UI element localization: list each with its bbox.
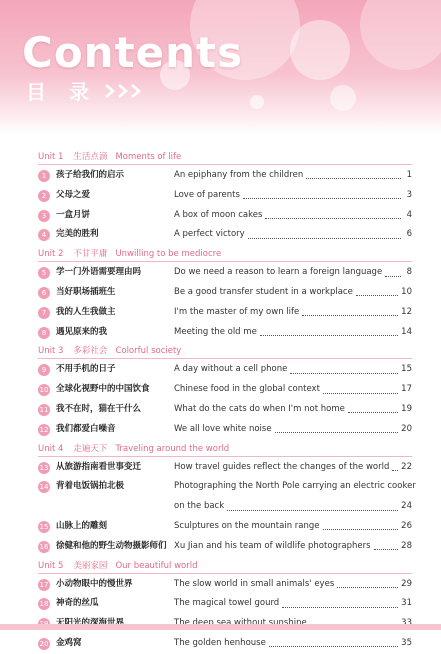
- unit-title-cn: 走遍天下: [73, 443, 108, 454]
- entry-title-en: Love of parents: [174, 189, 240, 200]
- entry-number-badge: 10: [39, 386, 49, 395]
- entry-number-badge: 17: [39, 580, 49, 589]
- decor-circle: [330, 85, 356, 111]
- page-title: Contents: [22, 28, 244, 77]
- leader-dots: [248, 238, 401, 239]
- unit-label: Unit 1: [38, 152, 64, 162]
- unit-title-cn: 生活点滴: [73, 152, 108, 162]
- entry-number-badge: 3: [38, 210, 50, 222]
- unit-title-en: Our beautiful world: [115, 560, 198, 571]
- entry-number-badge: 8: [38, 327, 50, 339]
- entry-title-en: A perfect victory: [174, 229, 245, 240]
- leader-dots: [269, 646, 398, 647]
- entry-page-number: 17: [401, 384, 412, 395]
- entry-title-cn: 父母之爱: [56, 189, 91, 200]
- entry-title-cn: 我的人生我做主: [56, 306, 116, 317]
- unit-label: Unit 4: [38, 443, 64, 454]
- leader-dots: [392, 470, 398, 471]
- toc-entry[interactable]: [38, 594, 412, 614]
- unit-header: [38, 245, 412, 263]
- leader-dots: [323, 393, 398, 394]
- toc-entry[interactable]: [38, 380, 412, 400]
- entry-title-en: The magical towel gourd: [174, 598, 280, 609]
- entry-page-number: 28: [401, 540, 412, 551]
- unit-title-cn: 多彩社会: [73, 346, 108, 357]
- toc-entry[interactable]: [38, 517, 412, 537]
- entry-number-badge: 12: [39, 425, 49, 434]
- entry-title-en: I'm the master of my own life: [174, 306, 300, 317]
- entry-page-number: 35: [401, 637, 412, 648]
- entry-page-number: 19: [401, 403, 412, 414]
- entry-title-en: The slow world in small animals' eyes: [174, 578, 335, 589]
- toc-entry[interactable]: [38, 420, 412, 440]
- toc-entry[interactable]: [38, 458, 412, 478]
- decor-circle: [290, 20, 350, 80]
- entry-title-en-cont: on the back: [174, 501, 225, 512]
- leader-dots: [282, 607, 398, 608]
- leader-dots: [337, 587, 398, 588]
- toc-entry[interactable]: [38, 360, 412, 380]
- entry-number-badge: 14: [39, 483, 49, 492]
- entry-title-cn: 从旅游指南看世事变迁: [56, 461, 142, 472]
- entry-title-en: Do we need a reason to learn a foreign language: [174, 267, 383, 278]
- leader-dots: [243, 198, 401, 199]
- leader-dots: [260, 335, 398, 336]
- footer-band: [0, 624, 441, 630]
- leader-dots: [374, 549, 399, 550]
- entry-page-number: 12: [401, 306, 412, 317]
- unit-title-en: Unwilling to be mediocre: [115, 249, 222, 260]
- entry-page-number: 15: [401, 364, 412, 375]
- leader-dots: [306, 178, 401, 179]
- entry-page-number: 4: [406, 209, 412, 220]
- decor-circle: [360, 0, 441, 70]
- entry-number-badge: 4: [38, 229, 50, 241]
- entry-title-en: Chinese food in the global context: [174, 384, 320, 395]
- entry-number-badge: 6: [38, 287, 50, 299]
- entry-title-cn: 全球化视野中的中国饮食: [56, 384, 150, 395]
- entry-page-number: 31: [401, 598, 412, 609]
- entry-title-cn: 小动物眼中的慢世界: [56, 578, 133, 589]
- entry-title-en: Meeting the old me: [174, 326, 257, 337]
- entry-title-cn: 我们都爱白噪音: [56, 423, 116, 434]
- unit-title-en: Moments of life: [115, 152, 182, 162]
- unit-label: Unit 5: [38, 560, 64, 571]
- entry-page-number: 3: [406, 189, 412, 200]
- entry-number-badge: 1: [38, 170, 50, 182]
- entry-title-cn: 不用手机的日子: [56, 364, 116, 375]
- toc-entry[interactable]: [38, 575, 412, 595]
- entry-number-badge: 16: [39, 542, 49, 551]
- entry-number-badge: 7: [38, 307, 50, 319]
- decor-circle: [250, 95, 264, 109]
- table-of-contents: [38, 148, 416, 654]
- toc-entry[interactable]: [38, 225, 412, 245]
- toc-entry[interactable]: [38, 263, 412, 283]
- toc-entry[interactable]: [38, 166, 412, 186]
- entry-title-cn: 学一门外语需要理由吗: [56, 267, 142, 278]
- toc-entry[interactable]: [38, 634, 412, 654]
- unit-title-cn: 美丽家园: [73, 560, 108, 571]
- entry-title-cn: 金鸡窝: [56, 637, 82, 648]
- entry-title-en: The golden henhouse: [174, 637, 266, 648]
- entry-title-cn: 神奇的丝瓜: [56, 598, 99, 609]
- entry-number-badge: 15: [39, 522, 49, 531]
- entry-number-badge: 9: [38, 364, 50, 376]
- entry-number-badge: 5: [38, 267, 50, 279]
- entry-page-number: 1: [406, 170, 412, 180]
- entry-number-badge: 2: [38, 190, 50, 202]
- leader-dots: [356, 295, 398, 296]
- entry-title-cn: 遇见原来的我: [56, 326, 108, 337]
- entry-title-cn: 孩子给我们的启示: [56, 170, 125, 180]
- toc-entry[interactable]: [38, 323, 412, 343]
- entry-page-number: 8: [406, 267, 412, 278]
- entry-number-badge: 13: [39, 463, 49, 472]
- entry-title-en: An epiphany from the children: [174, 170, 304, 180]
- entry-title-en: Xu Jian and his team of wildlife photographers: [174, 540, 371, 551]
- unit-label: Unit 2: [38, 249, 64, 260]
- entry-title-en: We all love white noise: [174, 423, 272, 434]
- unit-label: Unit 3: [38, 346, 64, 357]
- entry-page-number: 20: [401, 423, 412, 434]
- entry-page-number: 10: [401, 286, 412, 297]
- entry-title-cn: 背着电饭锅拍北极: [56, 481, 125, 492]
- entry-page-number: 29: [401, 578, 412, 589]
- leader-dots: [290, 373, 398, 374]
- leader-dots: [275, 432, 399, 433]
- toc-entry[interactable]: [38, 477, 416, 517]
- entry-number-badge: 20: [39, 639, 49, 648]
- entry-title-en: Photographing the North Pole carrying an electric cooker: [174, 481, 416, 492]
- unit-header: [38, 557, 412, 575]
- unit-title-en: Colorful society: [115, 346, 182, 357]
- unit-title-en: Traveling around the world: [115, 443, 230, 454]
- leader-dots: [385, 276, 401, 277]
- unit-header: [38, 342, 412, 360]
- toc-entry[interactable]: [38, 303, 412, 323]
- toc-entry[interactable]: [38, 283, 412, 303]
- entry-page-number: 24: [401, 501, 412, 512]
- entry-title-en: A day without a cell phone: [174, 364, 288, 375]
- leader-dots: [348, 412, 398, 413]
- header-banner: [0, 0, 441, 135]
- leader-dots: [302, 315, 398, 316]
- entry-title-cn: 徐健和他的野生动物摄影师们: [56, 540, 167, 551]
- leader-dots: [265, 218, 401, 219]
- entry-title-cn: 一盒月饼: [56, 209, 91, 220]
- unit-header: [38, 148, 412, 166]
- toc-entry[interactable]: [38, 400, 412, 420]
- entry-title-cn: 完美的胜利: [56, 229, 99, 240]
- entry-page-number: 26: [401, 520, 412, 531]
- entry-title-cn: 我不在时，猫在干什么: [56, 403, 142, 414]
- entry-number-badge: 11: [39, 405, 49, 414]
- toc-entry[interactable]: [38, 186, 412, 206]
- leader-dots: [227, 510, 398, 511]
- page-subtitle: 目 录: [26, 80, 97, 104]
- unit-title-cn: 不甘平庸: [73, 249, 108, 260]
- toc-entry[interactable]: [38, 537, 412, 557]
- chevron-right-icon: [102, 80, 148, 102]
- entry-title-en: What do the cats do when I'm not home: [174, 403, 345, 414]
- entry-title-en: A box of moon cakes: [174, 209, 263, 220]
- entry-page-number: 14: [401, 326, 412, 337]
- leader-dots: [323, 529, 399, 530]
- entry-title-en: Be a good transfer student in a workplace: [174, 286, 353, 297]
- entry-title-cn: 当好职场插班生: [56, 286, 116, 297]
- entry-title-en: How travel guides reflect the changes of the world: [174, 461, 390, 472]
- entry-page-number: 6: [406, 229, 412, 240]
- entry-title-cn: 山脉上的雕刻: [56, 520, 108, 531]
- entry-title-en: Sculptures on the mountain range: [174, 520, 320, 531]
- entry-page-number: 22: [401, 461, 412, 472]
- entry-number-badge: 18: [39, 600, 49, 609]
- toc-entry[interactable]: [38, 206, 412, 226]
- unit-header: [38, 440, 412, 458]
